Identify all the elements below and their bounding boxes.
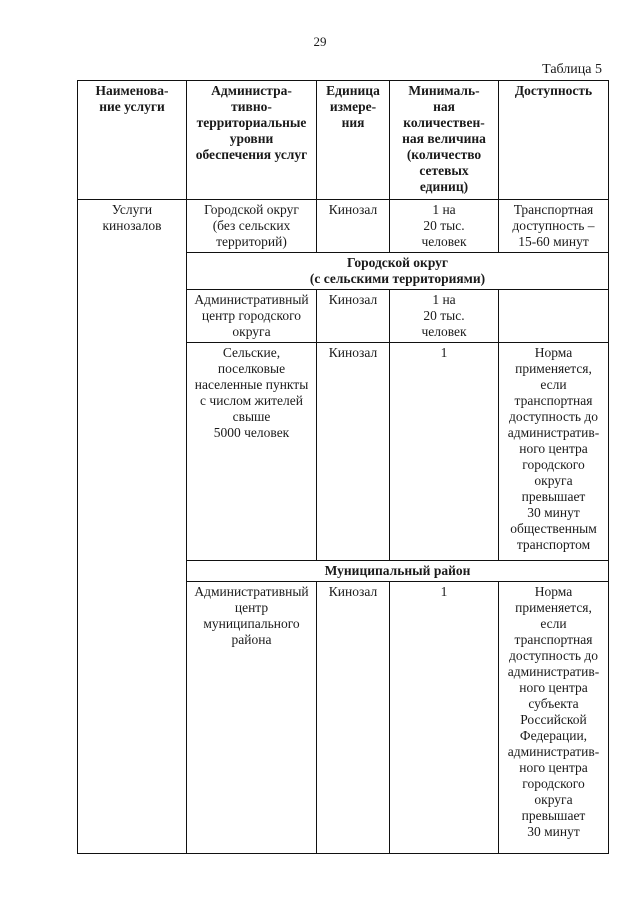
page-number: 29 bbox=[313, 34, 327, 49]
section-municipal-district: Муниципальный район bbox=[187, 561, 609, 582]
header-level: Администра- тивно- территориальные уровни обеспечения услуг bbox=[187, 81, 317, 200]
min-cell: 1 bbox=[390, 343, 499, 561]
header-accessibility: Доступность bbox=[499, 81, 609, 200]
table-caption: Таблица 5 bbox=[542, 62, 602, 77]
level-cell: Административный центр городского округа bbox=[187, 290, 317, 343]
min-cell: 1 bbox=[390, 582, 499, 854]
level-cell: Административный центр муниципального района bbox=[187, 582, 317, 854]
access-cell: Норма применяется, если транспортная доступность до административ- ного центра субъекта Российской Федерации, административ- ного центра городского округа превышает 30 минут bbox=[499, 582, 609, 854]
level-cell: Городской округ (без сельских территорий) bbox=[187, 200, 317, 253]
unit-cell: Кинозал bbox=[317, 343, 390, 561]
services-table bbox=[77, 80, 609, 854]
access-cell bbox=[499, 290, 609, 343]
header-unit: Единица измере- ния bbox=[317, 81, 390, 200]
access-cell: Норма применяется, если транспортная доступность до административ- ного центра городского округа превышает 30 минут общественным транспортом bbox=[499, 343, 609, 561]
header-min-quantity: Минималь- ная количествен- ная величина (количество сетевых единиц) bbox=[390, 81, 499, 200]
min-cell: 1 на 20 тыс. человек bbox=[390, 290, 499, 343]
section-urban-district: Городской округ (с сельскими территориями) bbox=[187, 253, 609, 290]
level-cell: Сельские, поселковые населенные пункты с числом жителей свыше 5000 человек bbox=[187, 343, 317, 561]
table-header-row bbox=[78, 81, 609, 200]
unit-cell: Кинозал bbox=[317, 200, 390, 253]
table-row bbox=[78, 200, 609, 253]
unit-cell: Кинозал bbox=[317, 582, 390, 854]
unit-cell: Кинозал bbox=[317, 290, 390, 343]
service-name-cell: Услуги кинозалов bbox=[78, 200, 187, 854]
min-cell: 1 на 20 тыс. человек bbox=[390, 200, 499, 253]
access-cell: Транспортная доступность – 15-60 минут bbox=[499, 200, 609, 253]
header-service: Наименова- ние услуги bbox=[78, 81, 187, 200]
